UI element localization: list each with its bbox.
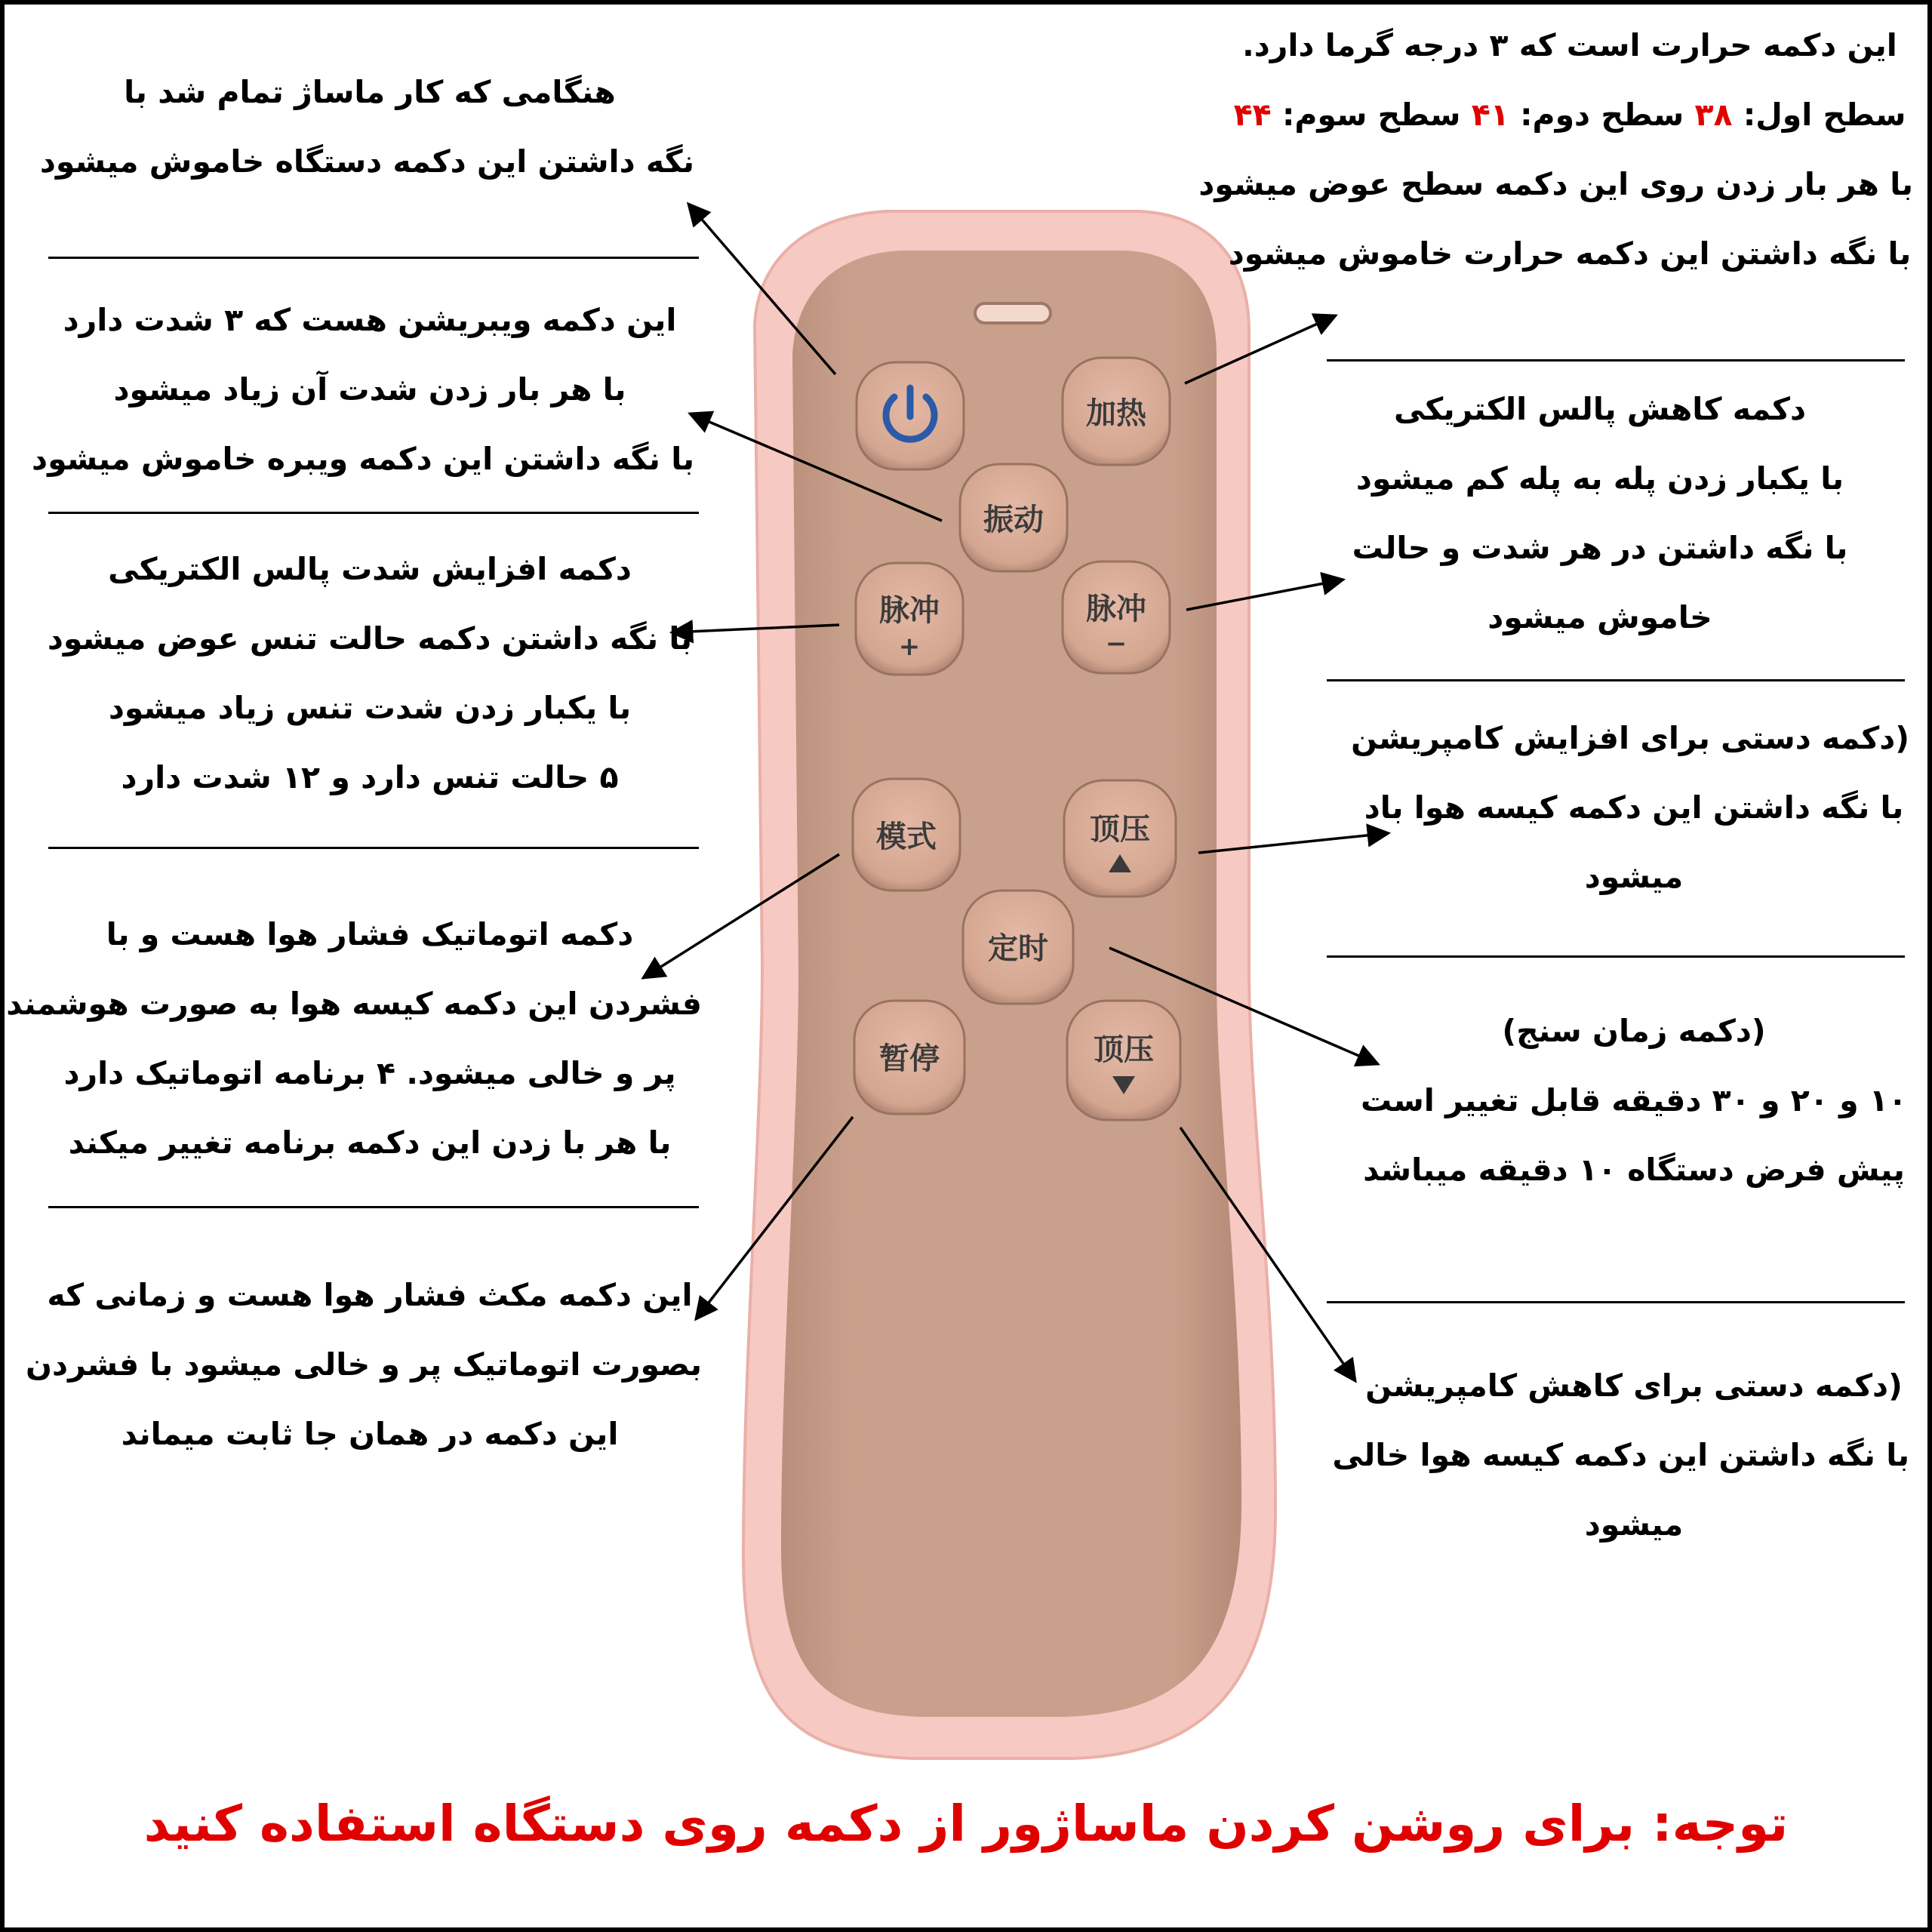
minus-icon: − [1105, 629, 1128, 659]
pulse-minus-label: 脉冲 [1086, 592, 1146, 626]
divider-right-1 [1327, 359, 1905, 361]
pressure-down-button[interactable] [1067, 1001, 1180, 1120]
vibrate-button-label: 振动 [983, 503, 1044, 537]
annotation-pressure-up: (دکمه دستی برای افزایش کامپریشن با نگه داشتن این دکمه کیسه هوا باد میشود [1351, 720, 1909, 895]
divider-left-2 [48, 512, 699, 514]
mode-button-label: 模式 [876, 820, 937, 854]
annotation-mode: دکمه اتوماتیک فشار هوا هست و با فشردن این دکمه کیسه هوا به صورت هوشمند پر و خالی میشود. ۴ برنامه اتوماتیک دارد با هر با زدن این دکمه برنامه تغییر میکند [6, 916, 702, 1161]
annotation-pause: این دکمه مکث فشار هوا هست و زمانی که بصورت اتوماتیک پر و خالی میشود با فشردن این دکمه در همان جا ثابت میماند [26, 1277, 702, 1452]
heat-button-label: 加热 [1086, 396, 1146, 431]
divider-left-4 [48, 1206, 699, 1208]
pressure-up-label: 顶压 [1090, 812, 1150, 847]
annotation-pulse-up: دکمه افزایش شدت پالس الکتریکی با نگه داشتن دکمه حالت تنس عوض میشود با یکبار زدن شدت تنس زیاد میشود ۵ حالت تنس دارد و ۱۲ شدت دارد [47, 551, 693, 795]
annotation-heat: این دکمه حرارت است که ۳ درجه گرما دارد. سطح اول: ۳۸ سطح دوم: ۴۱ سطح سوم: ۴۴ با هر بار زدن روی این دکمه سطح عوض میشود با نگه داشتن این دکمه حرارت خاموش میشود [1198, 27, 1913, 272]
divider-left-1 [48, 257, 699, 259]
pulse-plus-label: 脉冲 [879, 593, 940, 628]
timer-button[interactable] [963, 891, 1073, 1004]
divider-right-3 [1327, 955, 1905, 958]
divider-right-2 [1327, 679, 1905, 681]
plus-icon: + [898, 632, 921, 662]
pause-button[interactable] [854, 1001, 964, 1114]
divider-left-3 [48, 847, 699, 849]
vibrate-button[interactable] [960, 464, 1067, 571]
divider-right-4 [1327, 1301, 1905, 1303]
mode-button[interactable] [853, 779, 960, 891]
pressure-down-label: 顶压 [1094, 1032, 1154, 1067]
annotation-pressure-down: (دکمه دستی برای کاهش کامپریشن با نگه داشتن این دکمه کیسه هوا خالی میشود [1332, 1367, 1909, 1543]
pulse-plus-button[interactable] [856, 563, 963, 675]
annotation-power: هنگامی که کار ماساژ تمام شد با نگه داشتن این دکمه دستگاه خاموش میشود [39, 74, 694, 180]
pressure-up-button[interactable] [1064, 780, 1176, 897]
footer-note: توجه: برای روشن کردن ماساژور از دکمه روی دستگاه استفاده کنید [143, 1795, 1789, 1853]
power-button[interactable] [857, 362, 964, 469]
annotation-pulse-down: دکمه کاهش پالس الکتریکی با یکبار زدن پله به پله کم میشود با نگه داشتن در هر شدت و حالت خاموش میشود [1352, 391, 1848, 635]
timer-button-label: 定时 [988, 931, 1048, 966]
heat-levels: سطح اول: ۳۸ سطح دوم: ۴۱ سطح سوم: ۴۴ [1233, 97, 1906, 133]
pulse-minus-button[interactable] [1063, 561, 1170, 673]
annotation-vibration: این دکمه ویبریشن هست که ۳ شدت دارد با هر بار زدن شدت آن زیاد میشود با نگه داشتن این دکمه ویبره خاموش میشود [32, 302, 694, 477]
annotation-timer: (دکمه زمان سنج) ۱۰ و ۲۰ و ۳۰ دقیقه قابل تغییر است پیش فرض دستگاه ۱۰ دقیقه میباشد [1361, 1013, 1907, 1188]
led-indicator [975, 303, 1051, 323]
pause-button-label: 暂停 [879, 1041, 940, 1076]
heat-button[interactable] [1063, 358, 1170, 465]
